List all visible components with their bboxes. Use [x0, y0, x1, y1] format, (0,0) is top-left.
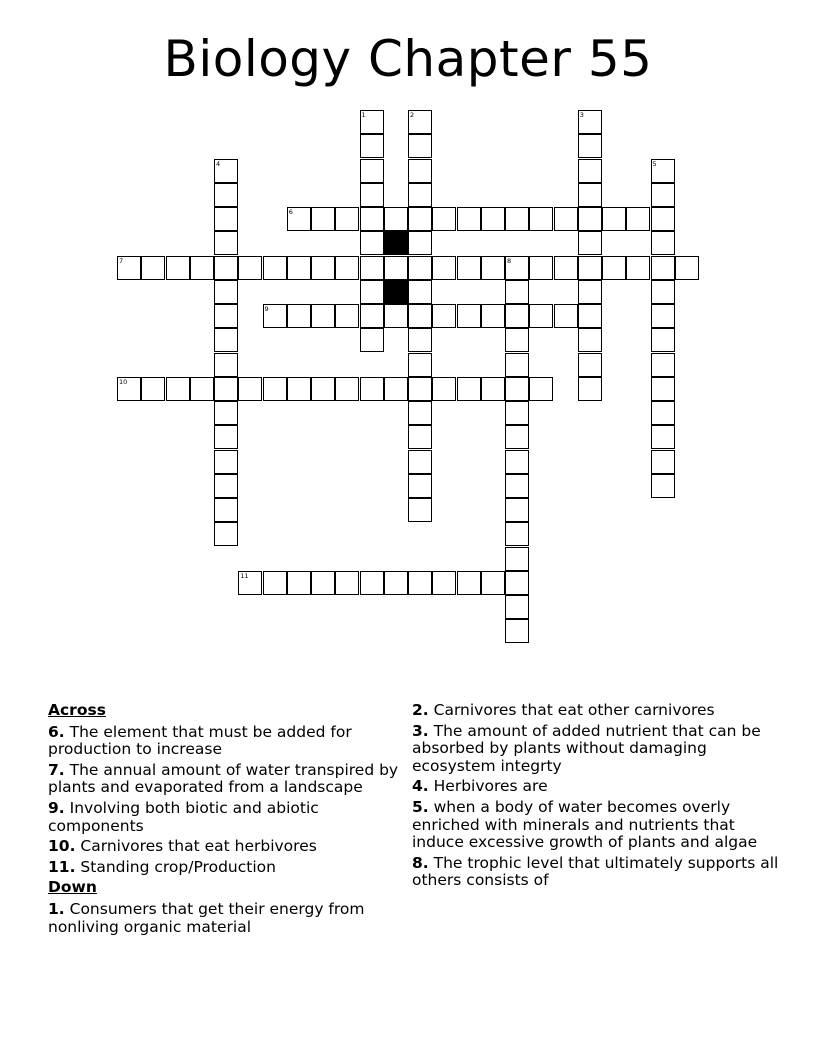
- grid-cell[interactable]: [214, 159, 238, 183]
- down-heading: Down: [48, 878, 97, 897]
- grid-cell[interactable]: [263, 256, 287, 280]
- grid-cell[interactable]: [626, 207, 650, 231]
- grid-cell[interactable]: [408, 159, 432, 183]
- cell-number: 3: [579, 111, 584, 119]
- grid-cell[interactable]: [360, 571, 384, 595]
- grid-cell[interactable]: [529, 377, 553, 401]
- grid-cell[interactable]: [651, 474, 675, 498]
- clue-text: Herbivores are: [433, 777, 548, 796]
- grid-cell[interactable]: [505, 425, 529, 449]
- grid-cell[interactable]: [263, 377, 287, 401]
- grid-cell[interactable]: [408, 231, 432, 255]
- grid-cell[interactable]: [651, 207, 675, 231]
- grid-cell[interactable]: [214, 304, 238, 328]
- grid-cell[interactable]: [214, 474, 238, 498]
- grid-cell[interactable]: [505, 353, 529, 377]
- grid-cell[interactable]: [651, 304, 675, 328]
- clue-number: 2.: [412, 701, 429, 719]
- grid-cell[interactable]: [311, 377, 335, 401]
- grid-cell[interactable]: [214, 328, 238, 352]
- grid-cell[interactable]: [360, 280, 384, 304]
- grid-cell[interactable]: [408, 353, 432, 377]
- grid-cell[interactable]: [408, 498, 432, 522]
- grid-cell[interactable]: [214, 401, 238, 425]
- clue-number: 4.: [412, 777, 429, 796]
- grid-cell[interactable]: [481, 207, 505, 231]
- grid-cell[interactable]: [651, 159, 675, 183]
- grid-cell[interactable]: [578, 328, 602, 352]
- grid-cell[interactable]: [238, 571, 262, 595]
- grid-cell[interactable]: [408, 474, 432, 498]
- grid-cell[interactable]: [214, 353, 238, 377]
- grid-cell[interactable]: [360, 256, 384, 280]
- grid-cell[interactable]: [432, 256, 456, 280]
- across-clue: [48, 838, 403, 856]
- grid-cell[interactable]: [311, 207, 335, 231]
- grid-cell[interactable]: [554, 207, 578, 231]
- grid-cell[interactable]: [432, 304, 456, 328]
- grid-cell[interactable]: [335, 304, 359, 328]
- grid-cell[interactable]: [505, 571, 529, 595]
- grid-cell[interactable]: [141, 377, 165, 401]
- grid-cell[interactable]: [505, 474, 529, 498]
- clue-number: 3.: [412, 721, 429, 740]
- grid-cell[interactable]: [505, 547, 529, 571]
- clue-text: The trophic level that ultimately supports all others consists of: [412, 853, 779, 890]
- across-clue: [48, 859, 403, 877]
- grid-cell[interactable]: [408, 134, 432, 158]
- grid-cell[interactable]: [335, 571, 359, 595]
- grid-cell[interactable]: [214, 256, 238, 280]
- clue-number: 1.: [48, 899, 65, 918]
- clue-text: Carnivores that eat herbivores: [80, 837, 317, 856]
- grid-cell[interactable]: [457, 571, 481, 595]
- clue-text: when a body of water becomes overly enriched with minerals and nutrients that induce excessive growth of plants and algae: [412, 797, 758, 852]
- page-title: Biology Chapter 55: [163, 30, 653, 88]
- grid-cell[interactable]: [457, 207, 481, 231]
- grid-cell[interactable]: [408, 280, 432, 304]
- grid-cell[interactable]: [457, 304, 481, 328]
- grid-cell[interactable]: [360, 304, 384, 328]
- grid-cell[interactable]: [651, 377, 675, 401]
- grid-cell[interactable]: [651, 328, 675, 352]
- grid-cell[interactable]: [360, 159, 384, 183]
- cell-number: 1: [361, 111, 366, 119]
- down-clue: [48, 901, 403, 936]
- grid-cell[interactable]: [457, 377, 481, 401]
- grid-cell[interactable]: [263, 571, 287, 595]
- grid-cell[interactable]: [408, 304, 432, 328]
- grid-cell[interactable]: [408, 425, 432, 449]
- grid-cell[interactable]: [408, 401, 432, 425]
- grid-cell[interactable]: [481, 377, 505, 401]
- grid-cell[interactable]: [287, 304, 311, 328]
- grid-cell[interactable]: [578, 183, 602, 207]
- grid-cell[interactable]: [481, 571, 505, 595]
- grid-cell[interactable]: [578, 207, 602, 231]
- grid-cell[interactable]: [408, 571, 432, 595]
- grid-cell[interactable]: [651, 231, 675, 255]
- clue-number: 11.: [48, 857, 76, 876]
- down-clue: [412, 855, 782, 890]
- across-heading: Across: [48, 701, 106, 719]
- grid-cell[interactable]: [408, 183, 432, 207]
- grid-cell[interactable]: [287, 571, 311, 595]
- clue-number: 10.: [48, 837, 76, 856]
- across-clue: [48, 800, 403, 835]
- cell-number: 7: [119, 256, 124, 265]
- grid-cell[interactable]: [214, 207, 238, 231]
- grid-cell[interactable]: [651, 401, 675, 425]
- grid-cell[interactable]: [287, 207, 311, 231]
- cell-number: 10: [119, 377, 128, 386]
- cell-number: 11: [240, 571, 249, 580]
- grid-cell[interactable]: [311, 256, 335, 280]
- grid-cell[interactable]: [214, 498, 238, 522]
- grid-cell[interactable]: [578, 304, 602, 328]
- cell-number: 8: [507, 256, 512, 265]
- down-clue: [412, 799, 782, 852]
- cell-number: 4: [216, 159, 221, 168]
- grid-cell[interactable]: [360, 377, 384, 401]
- grid-cell[interactable]: [505, 256, 529, 280]
- grid-cell[interactable]: [238, 377, 262, 401]
- grid-cell[interactable]: [432, 571, 456, 595]
- grid-cell[interactable]: [117, 256, 141, 280]
- grid-cell[interactable]: [651, 425, 675, 449]
- clue-text: The annual amount of water transpired by plants and evaporated from a landscape: [48, 760, 399, 797]
- grid-cell[interactable]: [432, 207, 456, 231]
- grid-cell[interactable]: [214, 377, 238, 401]
- grid-cell[interactable]: [214, 183, 238, 207]
- grid-cell[interactable]: [238, 256, 262, 280]
- grid-cell[interactable]: [360, 134, 384, 158]
- grid-cell[interactable]: [384, 207, 408, 231]
- grid-cell[interactable]: [505, 595, 529, 619]
- cell-number: 2: [410, 111, 415, 119]
- grid-cell[interactable]: [505, 280, 529, 304]
- clue-number: 5.: [412, 797, 429, 816]
- grid-cell[interactable]: [311, 304, 335, 328]
- cell-number: 9: [264, 305, 269, 313]
- grid-cell[interactable]: [335, 207, 359, 231]
- grid-cell[interactable]: [505, 328, 529, 352]
- grid-cell[interactable]: [505, 619, 529, 643]
- grid-cell[interactable]: [384, 304, 408, 328]
- grid-cell[interactable]: [457, 256, 481, 280]
- grid-cell[interactable]: [384, 256, 408, 280]
- grid-cell[interactable]: [505, 450, 529, 474]
- grid-cell[interactable]: [578, 256, 602, 280]
- clue-text: Carnivores that eat other carnivores: [433, 701, 715, 719]
- across-clue: [48, 762, 403, 797]
- grid-cell[interactable]: [505, 401, 529, 425]
- grid-cell[interactable]: [408, 256, 432, 280]
- grid-cell[interactable]: [602, 256, 626, 280]
- grid-cell[interactable]: [311, 571, 335, 595]
- grid-cell[interactable]: [651, 256, 675, 280]
- down-clue: [412, 702, 782, 720]
- clue-text: The element that must be added for production to increase: [48, 722, 352, 759]
- grid-cell[interactable]: [335, 256, 359, 280]
- grid-cell[interactable]: [360, 231, 384, 255]
- grid-cell[interactable]: [408, 110, 432, 134]
- clue-number: 6.: [48, 722, 65, 741]
- clue-number: 9.: [48, 798, 65, 817]
- clue-text: The amount of added nutrient that can be absorbed by plants without damaging ecosystem integrty: [412, 721, 761, 775]
- grid-cell[interactable]: [214, 522, 238, 546]
- grid-cell[interactable]: [578, 110, 602, 134]
- grid-cell[interactable]: [529, 207, 553, 231]
- grid-cell[interactable]: [529, 256, 553, 280]
- grid-cell[interactable]: [190, 377, 214, 401]
- clue-text: Standing crop/Production: [80, 857, 276, 876]
- grid-cell[interactable]: [578, 353, 602, 377]
- grid-cell[interactable]: [384, 377, 408, 401]
- cell-number: 6: [288, 208, 293, 216]
- grid-cell[interactable]: [214, 231, 238, 255]
- grid-cell[interactable]: [432, 377, 456, 401]
- grid-cell[interactable]: [626, 256, 650, 280]
- grid-cell[interactable]: [481, 304, 505, 328]
- grid-cell[interactable]: [117, 377, 141, 401]
- grid-cell[interactable]: [408, 207, 432, 231]
- grid-cell[interactable]: [141, 256, 165, 280]
- grid-cell[interactable]: [360, 183, 384, 207]
- grid-cell[interactable]: [481, 256, 505, 280]
- grid-cell[interactable]: [578, 159, 602, 183]
- grid-cell[interactable]: [675, 256, 699, 280]
- grid-cell[interactable]: [651, 183, 675, 207]
- grid-cell[interactable]: [384, 571, 408, 595]
- grid-cell[interactable]: [578, 134, 602, 158]
- grid-cell[interactable]: [505, 304, 529, 328]
- down-clue: [412, 778, 782, 796]
- grid-cell[interactable]: [505, 207, 529, 231]
- grid-cell[interactable]: [554, 304, 578, 328]
- grid-cell[interactable]: [529, 304, 553, 328]
- grid-cell[interactable]: [360, 207, 384, 231]
- grid-cell[interactable]: [287, 377, 311, 401]
- grid-cell[interactable]: [214, 450, 238, 474]
- grid-cell[interactable]: [578, 377, 602, 401]
- across-clue: [48, 724, 403, 759]
- grid-cell[interactable]: [214, 425, 238, 449]
- grid-cell[interactable]: [578, 280, 602, 304]
- grid-cell[interactable]: [505, 377, 529, 401]
- grid-cell[interactable]: [360, 328, 384, 352]
- grid-cell[interactable]: [651, 280, 675, 304]
- grid-cell[interactable]: [335, 377, 359, 401]
- grid-cell[interactable]: [505, 498, 529, 522]
- grid-cell[interactable]: [263, 304, 287, 328]
- grid-cell[interactable]: [602, 207, 626, 231]
- clue-text: Involving both biotic and abiotic components: [48, 798, 319, 835]
- grid-cell[interactable]: [166, 256, 190, 280]
- grid-cell[interactable]: [360, 110, 384, 134]
- down-clue: [412, 723, 782, 776]
- grid-cell[interactable]: [578, 231, 602, 255]
- grid-cell[interactable]: [287, 256, 311, 280]
- black-square: [384, 231, 408, 255]
- clues-left-column: [48, 702, 403, 939]
- grid-cell[interactable]: [166, 377, 190, 401]
- cell-number: 5: [652, 159, 657, 168]
- grid-cell[interactable]: [214, 280, 238, 304]
- grid-cell[interactable]: [651, 450, 675, 474]
- clues-right-column: [412, 702, 782, 893]
- grid-cell[interactable]: [651, 353, 675, 377]
- clue-number: 7.: [48, 760, 65, 779]
- clue-text: Consumers that get their energy from nonliving organic material: [48, 899, 365, 936]
- grid-cell[interactable]: [505, 522, 529, 546]
- grid-cell[interactable]: [190, 256, 214, 280]
- black-square: [384, 280, 408, 304]
- grid-cell[interactable]: [408, 328, 432, 352]
- grid-cell[interactable]: [408, 450, 432, 474]
- grid-cell[interactable]: [554, 256, 578, 280]
- clue-number: 8.: [412, 853, 429, 872]
- grid-cell[interactable]: [408, 377, 432, 401]
